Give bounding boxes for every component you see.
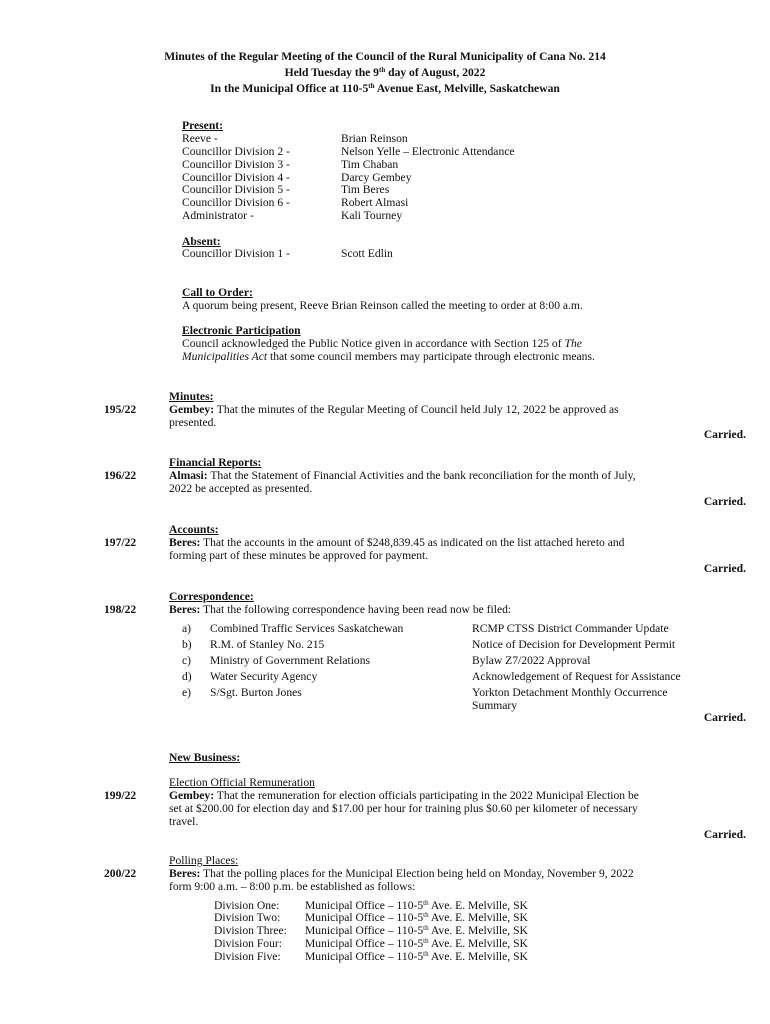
attendee-name: Robert Almasi <box>341 196 409 209</box>
polling-division: Division Three: <box>214 924 287 937</box>
electronic-participation-text: Council acknowledged the Public Notice given in accordance with Section 125 of The <box>182 337 582 350</box>
carried-label: Carried. <box>703 428 746 441</box>
absent-name: Scott Edlin <box>341 247 393 260</box>
attendee-name: Kali Tourney <box>341 209 403 222</box>
financial-reports-heading: Financial Reports: <box>169 456 262 469</box>
motion-text: Almasi: That the Statement of Financial Activities and the bank reconciliation for the month of July, <box>169 469 636 482</box>
electronic-participation-text-2: Municipalities Act that some council members may participate through electronic means. <box>182 350 595 363</box>
present-heading: Present: <box>182 119 223 132</box>
motion-text: Gembey: That the remuneration for election officials participating in the 2022 Municipal Election be <box>169 789 639 802</box>
carried-label: Carried. <box>703 828 746 841</box>
motion-text-2: presented. <box>169 416 217 429</box>
attendee-name: Tim Chaban <box>341 158 399 171</box>
motion-number: 199/22 <box>104 789 137 802</box>
electronic-participation-heading: Electronic Participation <box>182 324 301 337</box>
attendee-name: Brian Reinson <box>341 132 408 145</box>
motion-number: 197/22 <box>104 536 137 549</box>
motion-text-2: forming part of these minutes be approved for payment. <box>169 549 429 562</box>
attendee-role: Reeve - <box>182 132 218 145</box>
polling-location: Municipal Office – 110-5th Ave. E. Melville, SK <box>305 911 528 924</box>
motion-text-2: set at $200.00 for election day and $17.00 per hour for training plus $0.60 per kilometer of necessary <box>169 802 638 815</box>
absent-role: Councillor Division 1 - <box>182 247 290 260</box>
motion-number: 198/22 <box>104 603 137 616</box>
meeting-location: In the Municipal Office at 110-5th Avenue East, Melville, Saskatchewan <box>210 82 560 95</box>
accounts-heading: Accounts: <box>169 523 219 536</box>
attendee-role: Councillor Division 4 - <box>182 171 290 184</box>
motion-number: 195/22 <box>104 403 137 416</box>
correspondence-from: R.M. of Stanley No. 215 <box>210 638 325 651</box>
attendee-name: Tim Beres <box>341 183 390 196</box>
attendee-role: Councillor Division 6 - <box>182 196 290 209</box>
correspondence-from: Ministry of Government Relations <box>210 654 371 667</box>
list-item-letter: d) <box>182 670 192 683</box>
list-item-letter: a) <box>182 622 192 635</box>
motion-text-3: travel. <box>169 815 199 828</box>
new-business-heading: New Business: <box>169 751 241 764</box>
polling-location: Municipal Office – 110-5th Ave. E. Melville, SK <box>305 937 528 950</box>
attendee-name: Darcy Gembey <box>341 171 412 184</box>
correspondence-subject: Notice of Decision for Development Permit <box>472 638 676 651</box>
motion-text-2: 2022 be accepted as presented. <box>169 482 313 495</box>
attendee-role: Administrator - <box>182 209 254 222</box>
meeting-date: Held Tuesday the 9th day of August, 2022 <box>284 66 486 79</box>
correspondence-from: S/Sgt. Burton Jones <box>210 686 302 699</box>
motion-text: Beres: That the following correspondence having been read now be filed: <box>169 603 512 616</box>
call-to-order-text: A quorum being present, Reeve Brian Reinson called the meeting to order at 8:00 a.m. <box>182 299 583 312</box>
motion-text: Beres: That the accounts in the amount of $248,839.45 as indicated on the list attached hereto and <box>169 536 625 549</box>
polling-location: Municipal Office – 110-5th Ave. E. Melville, SK <box>305 924 528 937</box>
correspondence-from: Water Security Agency <box>210 670 318 683</box>
attendee-role: Councillor Division 2 - <box>182 145 290 158</box>
polling-location: Municipal Office – 110-5th Ave. E. Melville, SK <box>305 950 528 963</box>
motion-number: 200/22 <box>104 867 137 880</box>
correspondence-subject-wrap: Summary <box>472 699 518 712</box>
attendee-role: Councillor Division 5 - <box>182 183 290 196</box>
election-remuneration-heading: Election Official Remuneration <box>169 776 315 789</box>
correspondence-heading: Correspondence: <box>169 590 254 603</box>
list-item-letter: e) <box>182 686 192 699</box>
polling-division: Division Five: <box>214 950 281 963</box>
polling-places-heading: Polling Places: <box>169 854 239 867</box>
correspondence-from: Combined Traffic Services Saskatchewan <box>210 622 404 635</box>
correspondence-subject: Bylaw Z7/2022 Approval <box>472 654 591 667</box>
call-to-order-heading: Call to Order: <box>182 286 253 299</box>
motion-text: Beres: That the polling places for the Municipal Election being held on Monday, November 9, 2022 <box>169 867 634 880</box>
polling-division: Division Four: <box>214 937 282 950</box>
absent-heading: Absent: <box>182 235 221 248</box>
attendee-role: Councillor Division 3 - <box>182 158 290 171</box>
minutes-heading: Minutes: <box>169 390 214 403</box>
correspondence-subject: Acknowledgement of Request for Assistance <box>472 670 681 683</box>
list-item-letter: c) <box>182 654 192 667</box>
motion-text-2: form 9:00 a.m. – 8:00 p.m. be established as follows: <box>169 880 416 893</box>
list-item-letter: b) <box>182 638 192 651</box>
document-title: Minutes of the Regular Meeting of the Council of the Rural Municipality of Cana No. 214 <box>164 50 606 63</box>
motion-text: Gembey: That the minutes of the Regular Meeting of Council held July 12, 2022 be approved as <box>169 403 619 416</box>
carried-label: Carried. <box>703 495 746 508</box>
polling-location: Municipal Office – 110-5th Ave. E. Melville, SK <box>305 899 528 912</box>
polling-division: Division Two: <box>214 911 281 924</box>
motion-number: 196/22 <box>104 469 137 482</box>
attendee-name: Nelson Yelle – Electronic Attendance <box>341 145 515 158</box>
polling-division: Division One: <box>214 899 280 912</box>
carried-label: Carried. <box>703 711 746 724</box>
correspondence-subject: RCMP CTSS District Commander Update <box>472 622 669 635</box>
correspondence-subject: Yorkton Detachment Monthly Occurrence <box>472 686 668 699</box>
carried-label: Carried. <box>703 562 746 575</box>
